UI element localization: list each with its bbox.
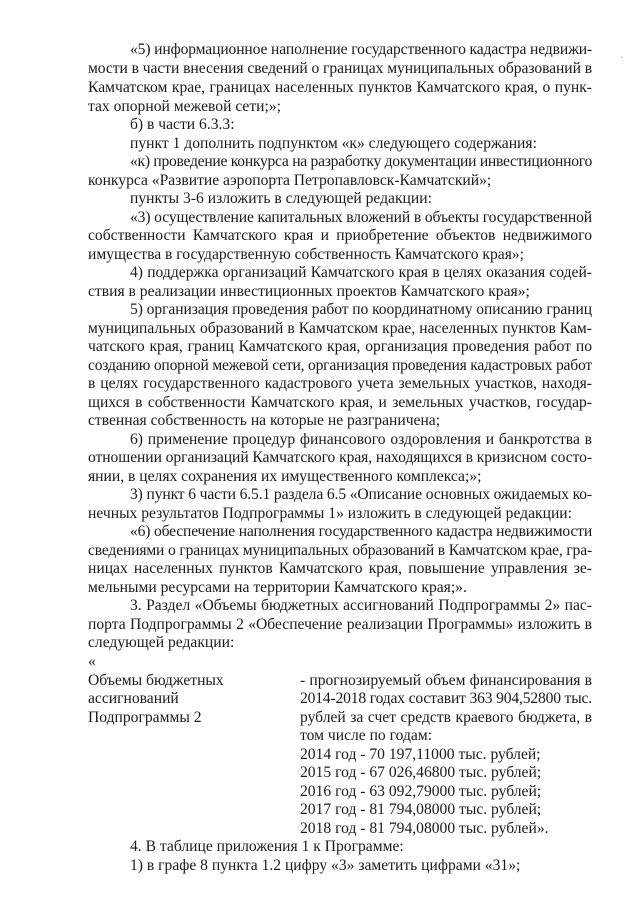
text-line: мельными ресурсами на территории Камчатского края;».	[88, 579, 467, 596]
text-line: щихся в собственности Камчатского края, и земельных участков, государ-	[88, 394, 592, 411]
text-line: созданию опорной межевой сети, организация проведения кадастровых работ	[88, 357, 592, 374]
text-line: следующей редакции:	[88, 634, 235, 651]
text-line: в целях государственного кадастрового учета земельных участков, находя-	[88, 375, 592, 392]
table-left-cell: Объемы бюджетных	[88, 672, 224, 689]
table-right-cell: 2015 год - 67 026,46800 тыс. рублей;	[300, 764, 542, 781]
text-line: ницах населенных пунктов Камчатского края, повышение управления зе-	[88, 560, 592, 577]
text-line: отношении организаций Камчатского края, находящихся в кризисном состо-	[88, 449, 592, 466]
text-line: Камчатском крае, границах населенных пунктов Камчатского края, о пунк-	[88, 79, 592, 96]
table-right-cell: 2016 год - 63 092,79000 тыс. рублей;	[300, 783, 542, 800]
text-line: ствия в реализации инвестиционных проектов Камчатского края»;	[88, 283, 530, 300]
table-right-cell: 2014-2018 годах составит 363 904,52800 тыс.	[300, 690, 592, 707]
text-line: пункт 1 дополнить подпунктом «к» следующего содержания:	[130, 135, 537, 152]
text-line: б) в части 6.3.3:	[130, 116, 235, 133]
text-line: ственная собственность на которые не разграничена;	[88, 412, 441, 429]
table-right-cell: - прогнозируемый объем финансирования в	[300, 672, 592, 689]
text-line: мости в части внесения сведений о границах муниципальных образований в	[88, 60, 592, 77]
text-line: порта Подпрограммы 2 «Обеспечение реализации Программы» изложить в	[88, 616, 592, 633]
text-line: «к) проведение конкурса на разработку документации инвестиционного	[130, 153, 592, 170]
table-right-cell: 2018 год - 81 794,08000 тыс. рублей».	[300, 820, 549, 837]
text-line: «5) информационное наполнение государственного кадастра недвижи-	[130, 41, 592, 58]
text-line: нечных результатов Подпрограммы 1» изложить в следующей редакции:	[88, 505, 572, 522]
text-line: чатского края, границ Камчатского края, организация проведения работ по	[88, 338, 592, 355]
text-line: янии, в целях сохранения их имущественного комплекса;»;	[88, 468, 482, 485]
text-line: 1) в графе 8 пункта 1.2 цифру «3» заметить цифрами «31»;	[130, 857, 521, 874]
text-line: муниципальных образований в Камчатском крае, населенных пунктов Кам-	[88, 320, 592, 337]
text-line: собственности Камчатского края и приобретение объектов недвижимого	[88, 227, 592, 244]
opening-quote: «	[88, 653, 96, 670]
text-line: «6) обеспечение наполнения государственного кадастра недвижимости	[130, 523, 592, 540]
text-line: пункты 3-6 изложить в следующей редакции:	[130, 190, 432, 207]
table-right-cell: 2017 год - 81 794,08000 тыс. рублей;	[300, 801, 542, 818]
text-line: 3) пункт 6 части 6.5.1 раздела 6.5 «Описание основных ожидаемых ко-	[130, 486, 592, 503]
text-line: 5) организация проведения работ по координатному описанию границ	[130, 301, 592, 318]
corner-mark: ·	[620, 53, 624, 64]
text-line: «3) осуществление капитальных вложений в объекты государственной	[130, 209, 592, 226]
table-right-cell: том числе по годам:	[300, 727, 433, 744]
text-line: имущества в государственную собственность Камчатского края»;	[88, 246, 524, 263]
table-left-cell: Подпрограммы 2	[88, 709, 202, 726]
text-line: тах опорной межевой сети;»;	[88, 98, 281, 115]
table-right-cell: рублей за счет средств краевого бюджета, в	[300, 709, 592, 726]
table-right-cell: 2014 год - 70 197,11000 тыс. рублей;	[300, 746, 541, 763]
text-line: 3. Раздел «Объемы бюджетных ассигнований Подпрограммы 2» пас-	[130, 597, 592, 614]
text-line: 6) применение процедур финансового оздоровления и банкротства в	[130, 431, 592, 448]
table-left-cell: ассигнований	[88, 690, 179, 707]
text-line: 4) поддержка организаций Камчатского края в целях оказания содей-	[130, 264, 592, 281]
text-line: сведениями о границах муниципальных образований в Камчатском крае, гра-	[88, 542, 592, 559]
text-line: 4. В таблице приложения 1 к Программе:	[130, 838, 404, 855]
text-line: конкурса «Развитие аэропорта Петропавловск-Камчатский»;	[88, 172, 492, 189]
